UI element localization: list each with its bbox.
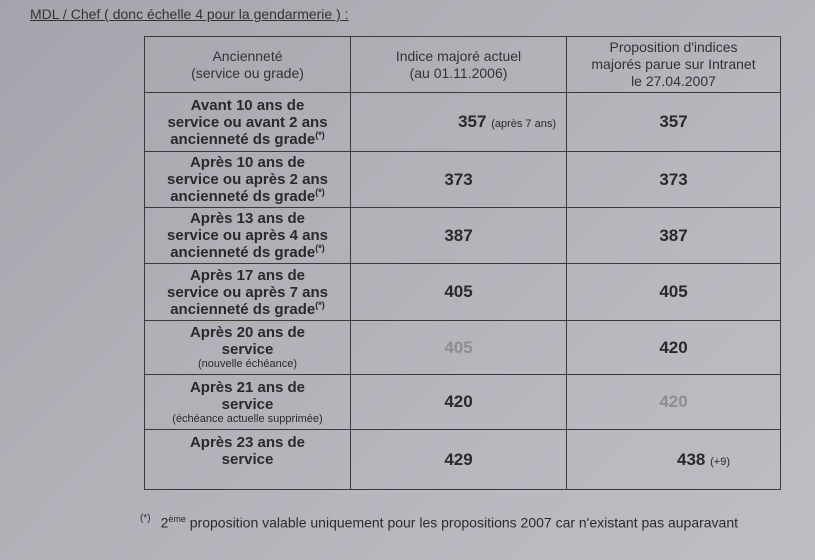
footnote-marker: (*) [140, 513, 151, 524]
index-table [144, 36, 781, 490]
table-row [145, 264, 781, 321]
table-row [145, 430, 781, 490]
header-seniority: Ancienneté (service ou grade) [145, 37, 351, 93]
seniority-cell: Après 23 ans de service [145, 430, 351, 490]
seniority-cell: Avant 10 ans de service ou avant 2 ans ancienneté ds grade(*) [145, 93, 351, 152]
current-index-cell: 429 [351, 430, 567, 490]
footnote: (*) 2ème proposition valable uniquement pour les propositions 2007 car n'existant pas auparavant [140, 513, 739, 531]
proposed-index-cell: 420 [567, 321, 781, 375]
table-row [145, 321, 781, 375]
current-index-cell: 373 [351, 152, 567, 208]
page-title: MDL / Chef ( donc échelle 4 pour la gendarmerie ) : [30, 6, 349, 22]
proposed-index-cell: 373 [567, 152, 781, 208]
seniority-cell: Après 10 ans de service ou après 2 ans ancienneté ds grade(*) [145, 152, 351, 208]
table-row [145, 152, 781, 208]
current-index-cell: 357 (après 7 ans) [351, 93, 567, 152]
seniority-cell: Après 13 ans de service ou après 4 ans ancienneté ds grade(*) [145, 208, 351, 264]
proposed-index-cell: 438 (+9) [567, 430, 781, 490]
table-row [145, 93, 781, 152]
table-row [145, 208, 781, 264]
seniority-cell: Après 21 ans de service (échéance actuelle supprimée) [145, 375, 351, 430]
header-row [145, 37, 781, 93]
seniority-cell: Après 20 ans de service (nouvelle échéance) [145, 321, 351, 375]
current-index-cell: 405 [351, 264, 567, 321]
proposed-index-cell: 387 [567, 208, 781, 264]
proposed-index-cell: 420 [567, 375, 781, 430]
table-row [145, 375, 781, 430]
seniority-cell: Après 17 ans de service ou après 7 ans ancienneté ds grade(*) [145, 264, 351, 321]
current-index-cell: 387 [351, 208, 567, 264]
proposed-index-cell: 405 [567, 264, 781, 321]
header-current-index: Indice majoré actuel (au 01.11.2006) [351, 37, 567, 93]
header-proposed-index: Proposition d'indices majorés parue sur Intranet le 27.04.2007 [567, 37, 781, 93]
current-index-cell: 420 [351, 375, 567, 430]
footnote-text: proposition valable uniquement pour les propositions 2007 car n'existant pas auparavant [185, 514, 739, 531]
current-index-cell: 405 [351, 321, 567, 375]
proposed-index-cell: 357 [567, 93, 781, 152]
